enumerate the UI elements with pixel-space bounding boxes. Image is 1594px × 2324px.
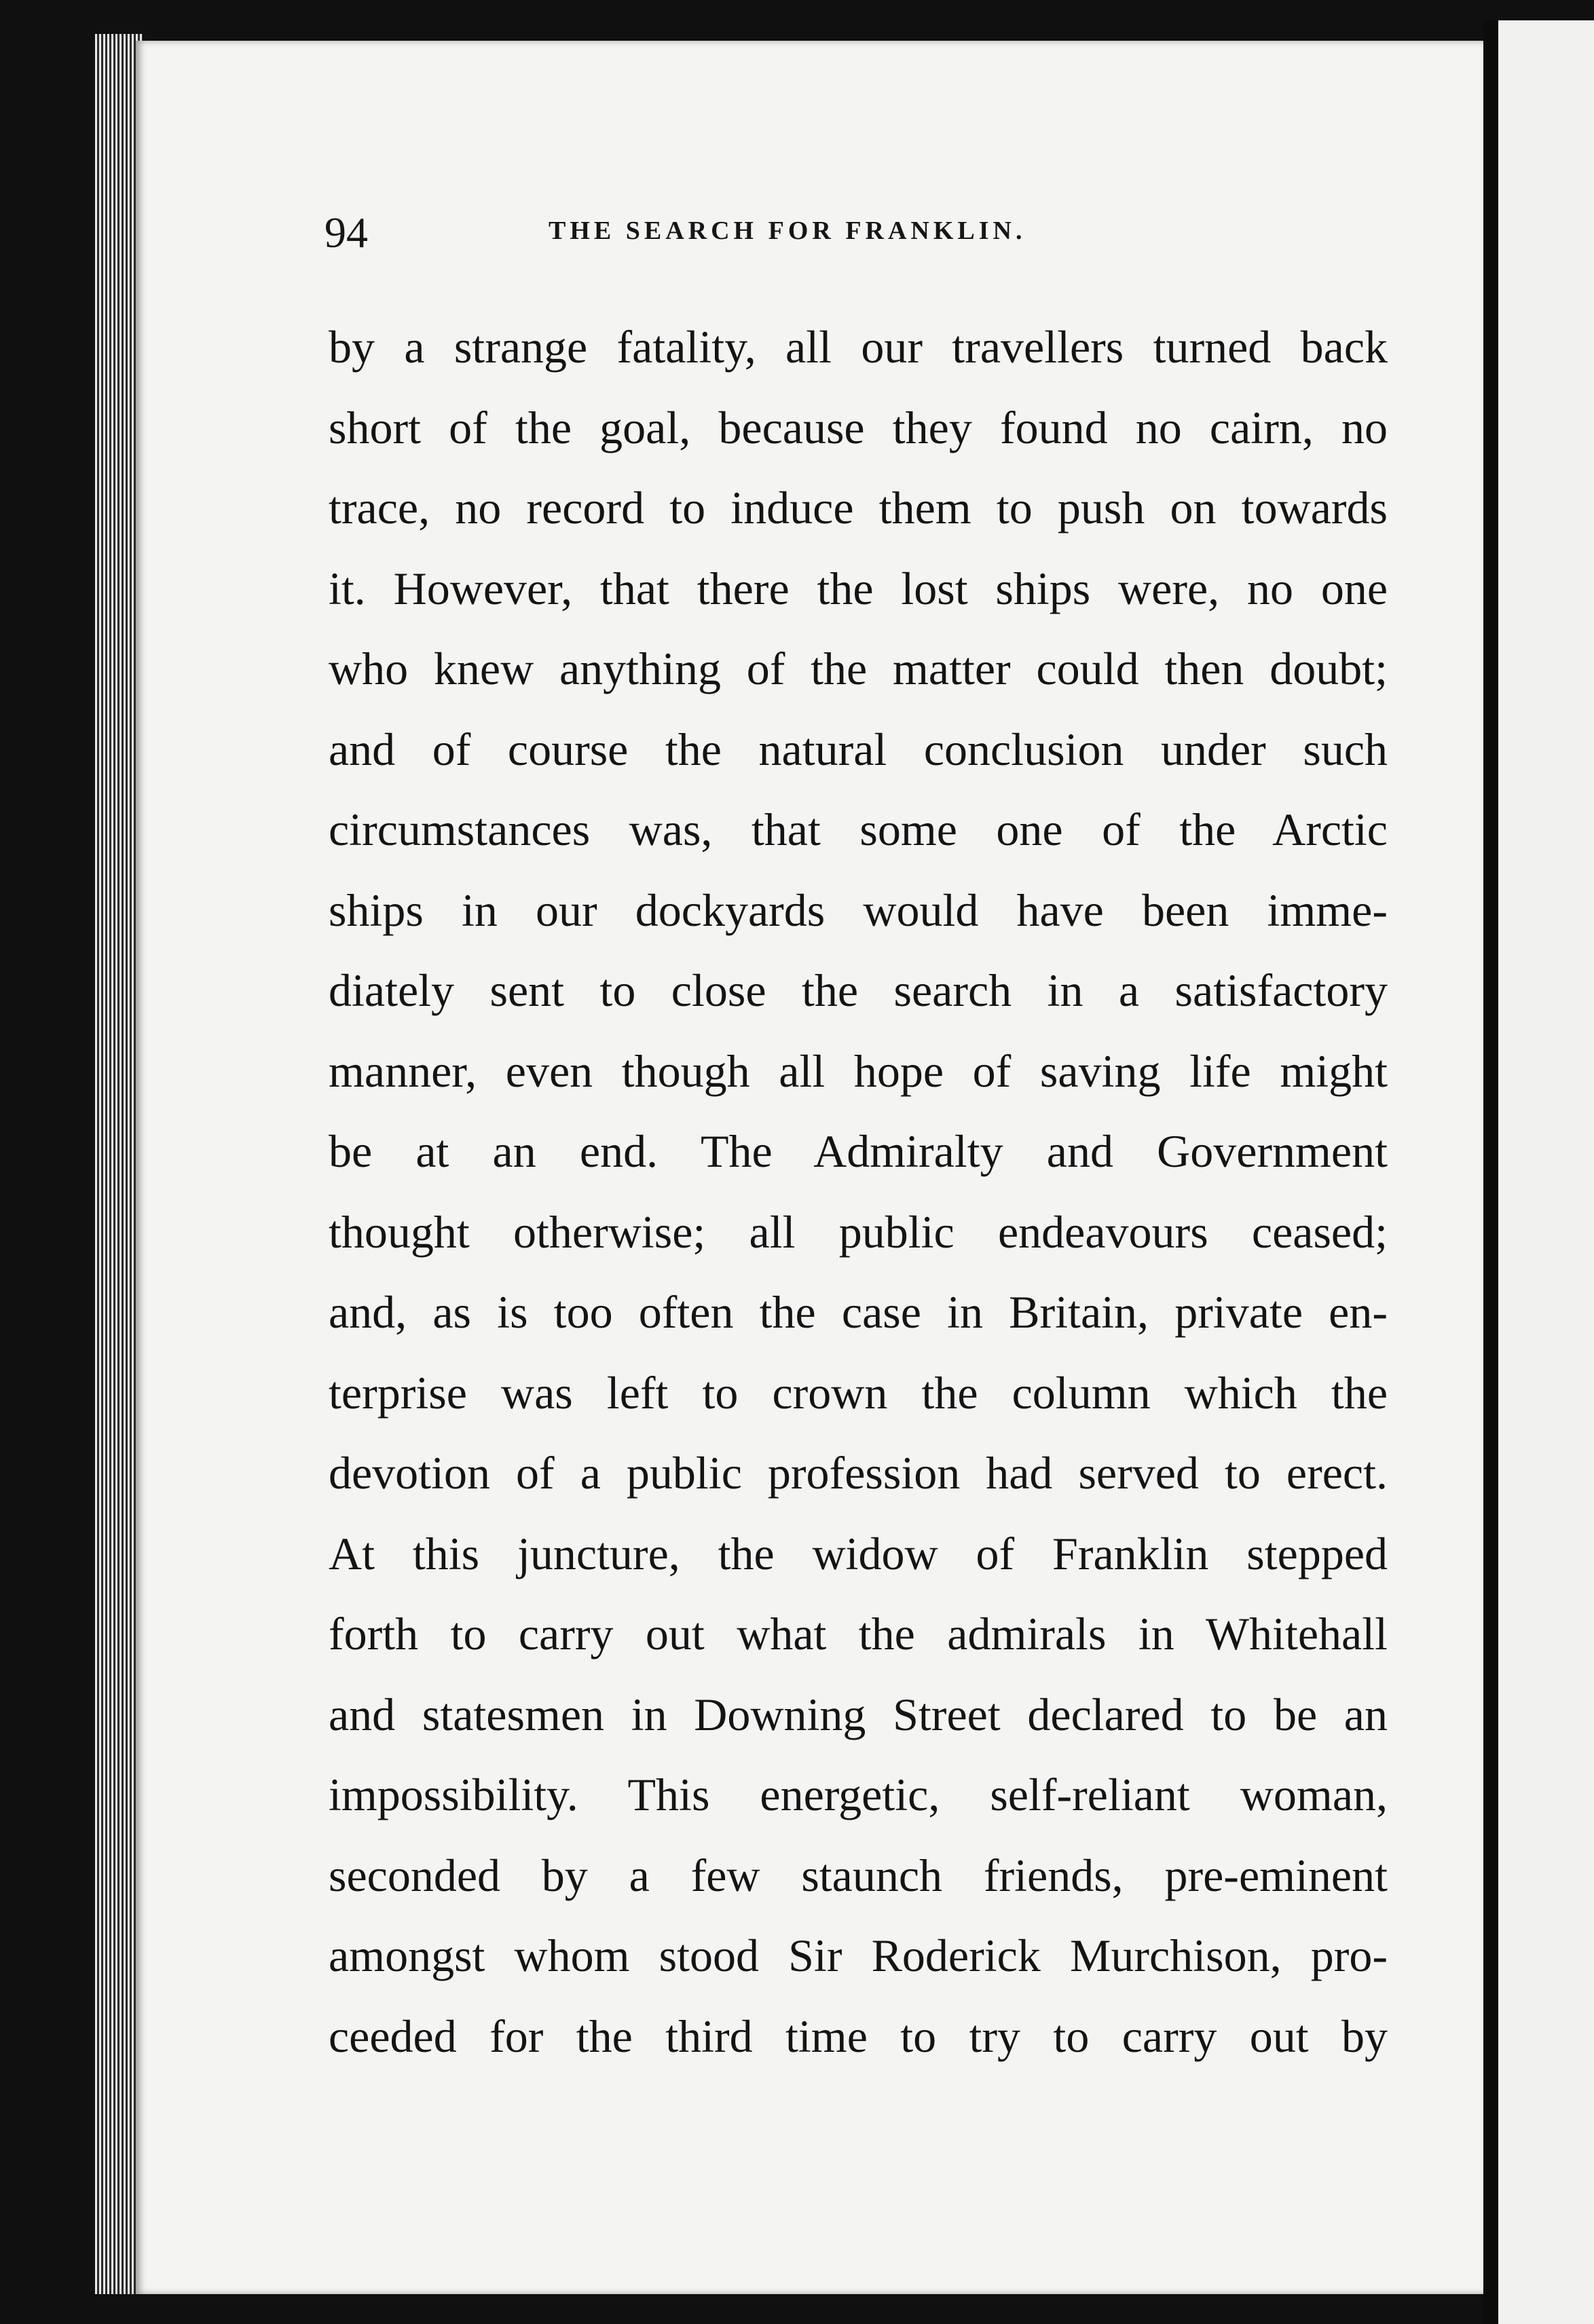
text-line: thought otherwise; all public endeavours ceased; xyxy=(329,1205,1388,1258)
text-line: trace, no record to induce them to push on towards xyxy=(329,482,1388,533)
text-line: impossibility. This energetic, self-reliant woman, xyxy=(329,1769,1388,1820)
text-line: and of course the natural conclusion under such xyxy=(329,723,1388,775)
text-line: by a strange fatality, all our travellers turned back xyxy=(329,321,1388,373)
text-line: it. However, that there the lost ships were, no one xyxy=(329,562,1388,614)
text-line: terprise was left to crown the column which the xyxy=(329,1366,1388,1419)
running-head xyxy=(325,198,1343,280)
text-line: At this juncture, the widow of Franklin stepped xyxy=(329,1527,1388,1579)
text-line: amongst whom stood Sir Roderick Murchison, pro- xyxy=(329,1930,1388,1981)
running-title: THE SEARCH FOR FRANKLIN. xyxy=(549,217,1026,245)
text-line: and statesmen in Downing Street declared to be an xyxy=(329,1688,1388,1740)
text-line: ceeded for the third time to try to carry out by xyxy=(329,2010,1388,2062)
text-line: and, as is too often the case in Britain, private en- xyxy=(329,1286,1388,1338)
text-line: devotion of a public profession had served to erect. xyxy=(329,1447,1388,1499)
facing-page-edge xyxy=(1483,20,1594,2324)
text-line: diately sent to close the search in a satisfactory xyxy=(329,964,1388,1016)
text-line: be at an end. The Admiralty and Government xyxy=(329,1125,1388,1177)
text-line: who knew anything of the matter could then doubt; xyxy=(329,643,1388,694)
text-line: forth to carry out what the admirals in Whitehall xyxy=(329,1608,1388,1660)
text-line: manner, even though all hope of saving life might xyxy=(329,1045,1388,1097)
text-line: seconded by a few staunch friends, pre-eminent xyxy=(329,1849,1388,1901)
text-line: circumstances was, that some one of the Arctic xyxy=(329,804,1388,855)
body-text xyxy=(329,307,1388,2076)
text-line: short of the goal, because they found no cairn, no xyxy=(329,401,1388,453)
page-number: 94 xyxy=(325,208,368,257)
text-line: ships in our dockyards would have been imme- xyxy=(329,884,1388,936)
